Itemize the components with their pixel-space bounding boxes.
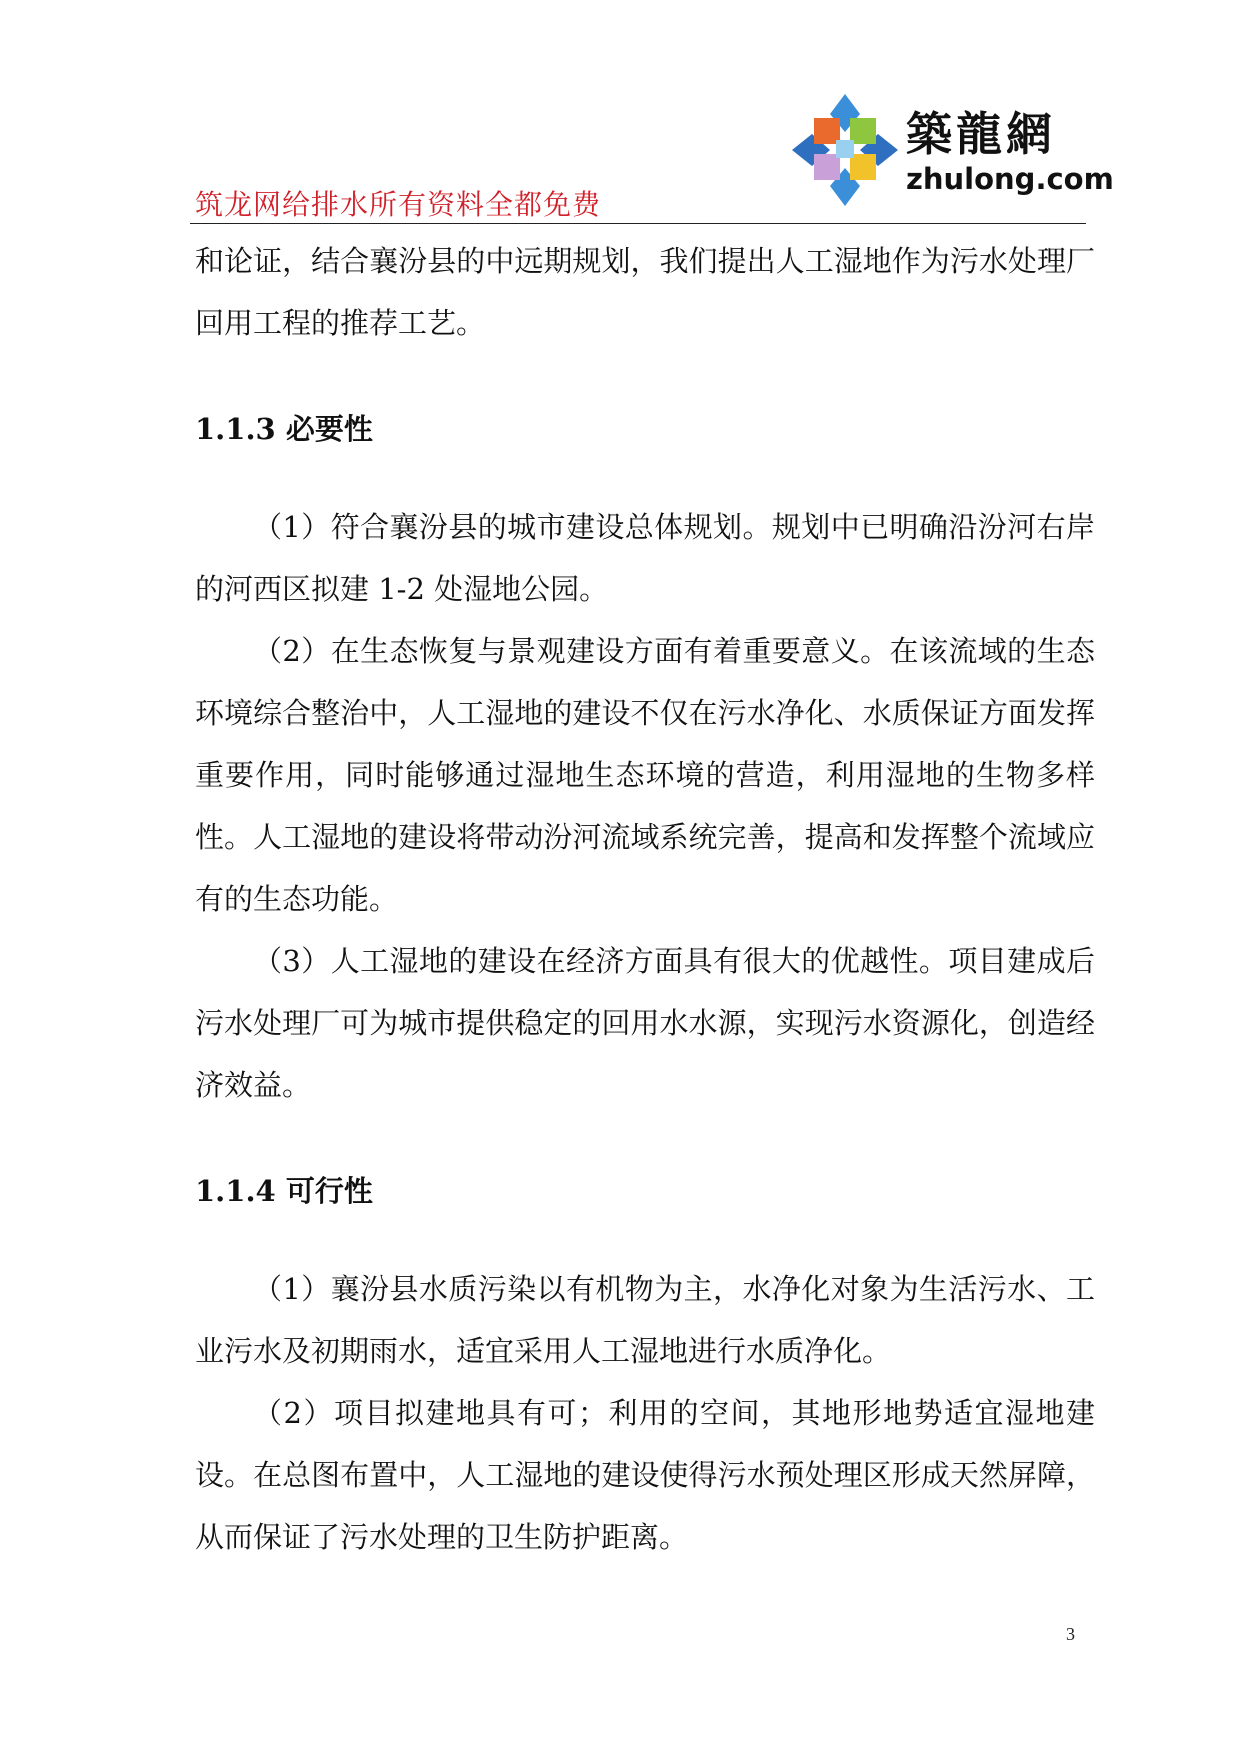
logo-name-cn: 築龍網 (906, 107, 1056, 161)
document-body (195, 230, 1095, 1568)
necessity-paragraph-2: （2）在生态恢复与景观建设方面有着重要意义。在该流域的生态环境综合整治中，人工湿地的建设不仅在污水净化、水质保证方面发挥重要作用，同时能够通过湿地生态环境的营造，利用湿地的生物多样性。人工湿地的建设将带动汾河流域系统完善，提高和发挥整个流域应有的生态功能。 (195, 634, 1095, 916)
necessity-paragraph-1: （1）符合襄汾县的城市建设总体规划。规划中已明确沿汾河右岸的河西区拟建 1-2 处湿地公园。 (195, 510, 1095, 606)
header-divider (190, 223, 1086, 224)
zhulong-logo (790, 92, 1114, 212)
section-heading-necessity: 1.1.3 必要性 (195, 412, 373, 446)
necessity-paragraph-3: （3）人工湿地的建设在经济方面具有很大的优越性。项目建成后污水处理厂可为城市提供稳定的回用水水源，实现污水资源化，创造经济效益。 (195, 944, 1095, 1102)
intro-paragraph: 和论证，结合襄汾县的中远期规划，我们提出人工湿地作为污水处理厂回用工程的推荐工艺。 (195, 244, 1095, 340)
logo-name-en: zhulong.com (906, 162, 1114, 196)
section-heading-feasibility: 1.1.4 可行性 (195, 1174, 373, 1208)
feasibility-paragraph-1: （1）襄汾县水质污染以有机物为主，水净化对象为生活污水、工业污水及初期雨水，适宜采用人工湿地进行水质净化。 (195, 1272, 1095, 1368)
header-tagline: 筑龙网给排水所有资料全都免费 (195, 188, 602, 221)
zhulong-logo-icon (790, 92, 900, 208)
page-number: 3 (1066, 1624, 1075, 1644)
feasibility-paragraph-2: （2）项目拟建地具有可；利用的空间，其地形地势适宜湿地建设。在总图布置中，人工湿地的建设使得污水预处理区形成天然屏障，从而保证了污水处理的卫生防护距离。 (195, 1396, 1095, 1554)
